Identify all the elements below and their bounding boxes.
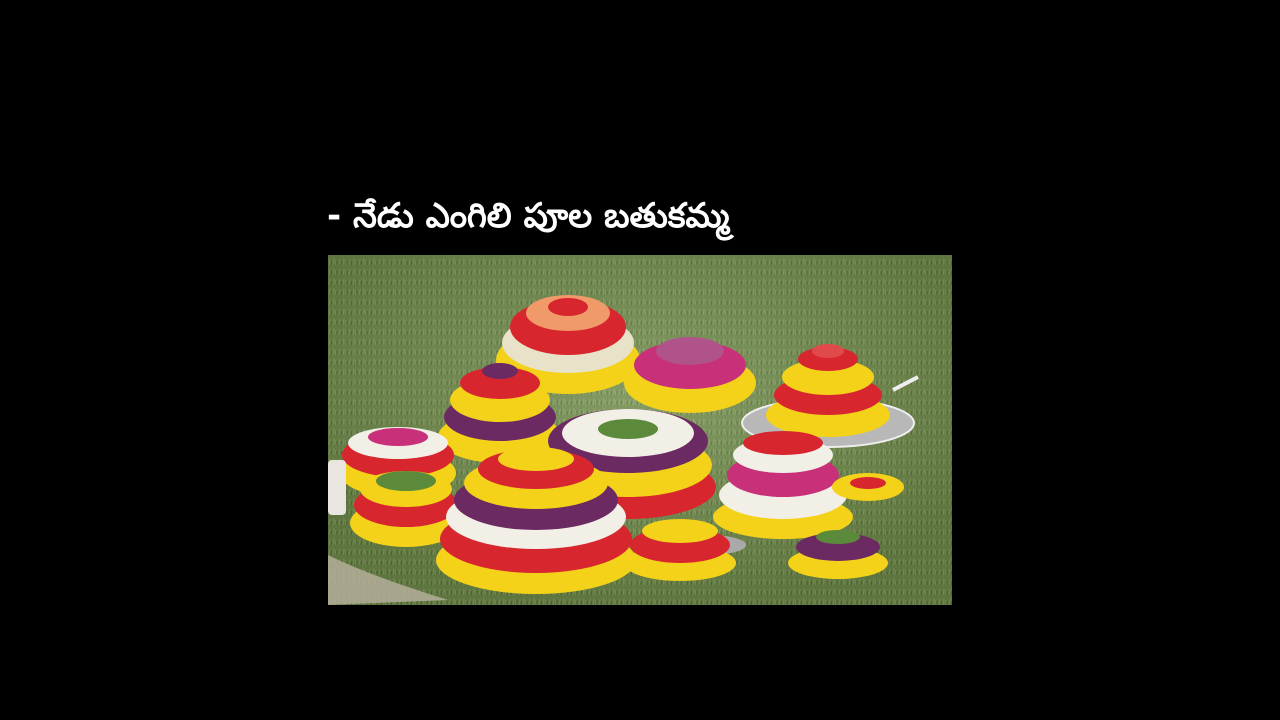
slide-headline: - నేడు ఎంగిలి పూల బతుకమ్మ [327, 196, 730, 236]
bathukamma-photo [328, 255, 952, 605]
cup [328, 460, 346, 515]
